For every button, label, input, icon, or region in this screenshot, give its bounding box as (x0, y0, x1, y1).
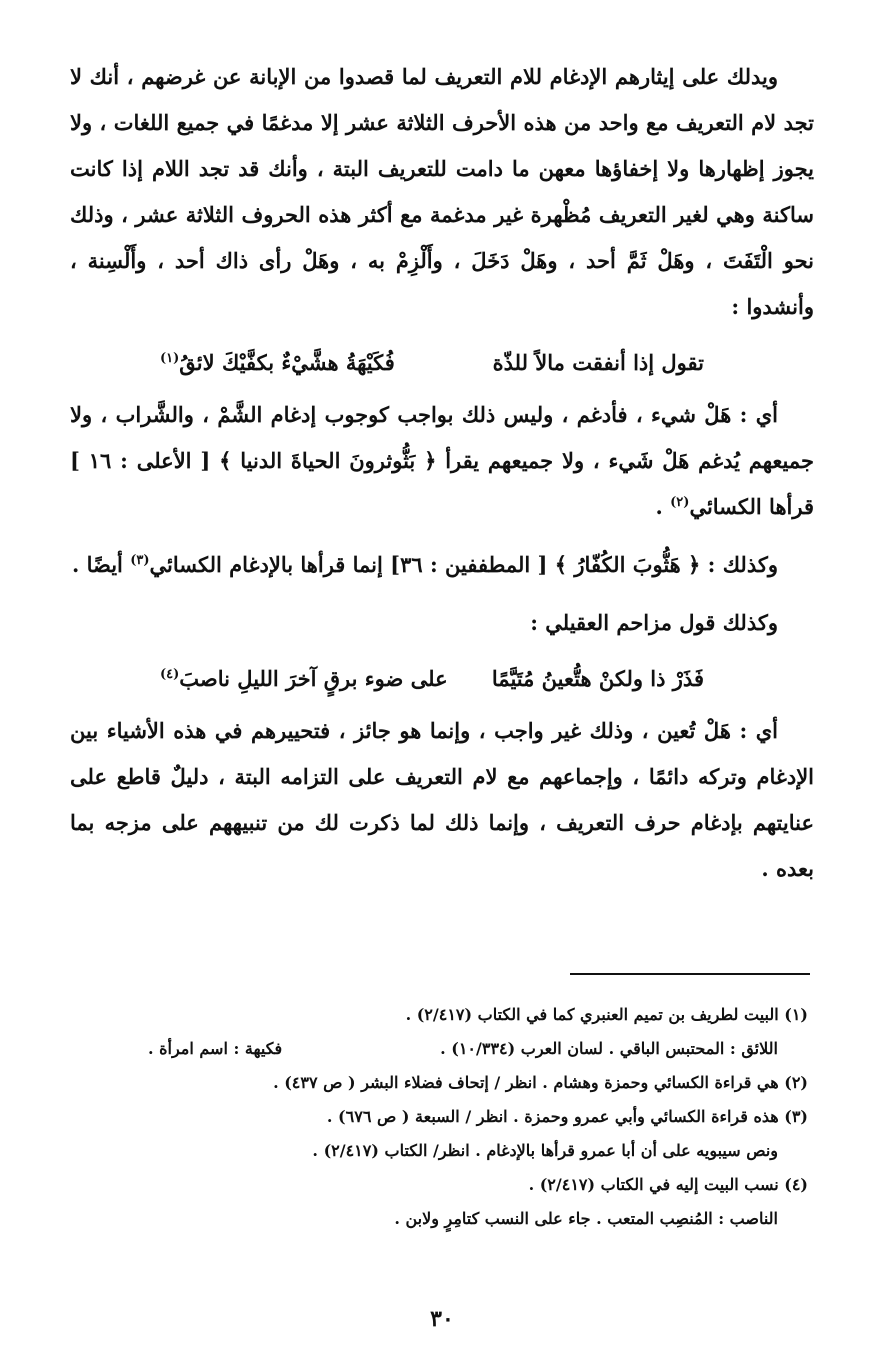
verse-2-second-hemistich (160, 656, 448, 702)
footnote-ref-1: (١) (160, 351, 180, 366)
footnote-3-continuation: ونص سيبويه على أن أبا عمرو قرأها بالإدغام . انظر/ الكتاب (٢/٤١٧) . (312, 1141, 778, 1160)
paragraph-4-text: وكذلك قول مزاحم العقيلي : (530, 610, 778, 635)
paragraph-1 (70, 54, 814, 330)
main-text (70, 54, 814, 892)
verse-1-first-hemistich: تقول إذا أنفقت مالاً للذّة (492, 350, 704, 375)
footnote-ref-4: (٤) (160, 667, 180, 682)
paragraph-2 (70, 392, 814, 530)
verse-2-second-text: على ضوء برقٍ آخرَ الليلِ ناصبَ (179, 666, 448, 691)
verse-1-second-hemistich (160, 340, 395, 386)
paragraph-2-text: أي : هَلْ شيء ، فأدغم ، وليس ذلك بواجب كوجوب إدغام الشَّمْ ، والشَّراب ، ولا جميعهم يُدغم هَلْ شَيء ، ولا جميعهم يقرأ ﴿ بَثُّوثرونَ الحياةَ الدنيا ﴾ [ الأعلى : ١٦ ] قرأها الكسائي (70, 402, 815, 519)
verse-2 (70, 656, 814, 702)
verse-2-first-hemistich: فَذَرْ ذا ولكنْ هتُّعينُ مُتَيَّمًا (491, 666, 704, 691)
paragraph-4 (70, 600, 814, 646)
footnote-4: (٤) نسب البيت إليه في الكتاب (٢/٤١٧) . (528, 1175, 808, 1194)
footnote-1: (١) البيت لطريف بن تميم العنبري كما في الكتاب (٢/٤١٧) . (405, 1005, 808, 1024)
spacer (70, 588, 814, 600)
paragraph-1-text: ويدلك على إيثارهم الإدغام للام التعريف لما قصدوا من الإبانة عن غرضهم ، أنك لا تجد لام التعريف مع واحد من هذه الأحرف الثلاثة عشر إلا مدغمًا في جميع اللغات ، ولا يجوز إظهارها ولا إخفاؤها معهن ما دامت للتعريف البتة ، وأنك قد تجد اللام إذا كانت ساكنة وهي لغير التعريف مُظْهرة غير مدغمة مع أكثر هذه الحروف الثلاثة عشر ، وذلك نحو الْتَفَتَ ، وهَلْ ثَمَّ أحد ، وهَلْ دَخَلَ ، وأَلْزِمْ به ، وهَلْ رأى ذاك أحد ، وأَلْسِنة ، وأنشدوا : (70, 64, 814, 319)
paragraph-5 (70, 708, 814, 892)
paragraph-3-end: أيضًا . (71, 552, 131, 577)
footnote-4-continuation: الناصب : المُنصِب المتعب . جاء على النسب كتامِرٍ ولابن . (394, 1209, 778, 1228)
footnote-2: (٢) هي قراءة الكسائي وحمزة وهشام . انظر / إتحاف فضلاء البشر ( ص ٤٣٧) . (273, 1073, 808, 1092)
verse-1 (70, 340, 814, 386)
footnote-3: (٣) هذه قراءة الكسائي وأبي عمرو وحمزة . انظر / السبعة ( ص ٦٧٦) . (326, 1107, 808, 1126)
page-number: ٣٠ (430, 1306, 454, 1332)
paragraph-3-text: وكذلك : ﴿ هَثُّوبَ الكُفّارُ ﴾ [ المطففين : ٣٦] إنما قرأها بالإدغام الكسائي (149, 552, 778, 577)
spacer (70, 530, 814, 542)
footnote-1-continuation (70, 1032, 808, 1066)
footnote-ref-3: (٣) (130, 553, 150, 568)
paragraph-2-end: . (655, 494, 671, 519)
footnotes (70, 998, 808, 1236)
footnote-ref-2: (٢) (670, 495, 690, 510)
footnote-divider (570, 973, 810, 975)
verse-1-second-text: فُكَيْهَةُ هشَّيْءٌ بكفَّيْكَ لائقُ (179, 350, 395, 375)
paragraph-3 (70, 542, 814, 588)
footnote-1-line-2: اللائق : المحتبس الباقي . لسان العرب (١٠/٣٣٤) . (440, 1039, 778, 1058)
footnote-1-line-3: فكيهة : اسم امرأة . (148, 1039, 283, 1058)
paragraph-5-text: أي : هَلْ تُعين ، وذلك غير واجب ، وإنما هو جائز ، فتحييرهم في هذه الأشياء بين الإدغام وتركه دائمًا ، وإجماعهم مع لام التعريف على التزامه البتة ، دليلٌ قاطع على عنايتهم بإدغام حرف التعريف ، وإنما ذلك لما ذكرت لك من تنبيههم على مزجه بما بعده . (70, 718, 814, 881)
